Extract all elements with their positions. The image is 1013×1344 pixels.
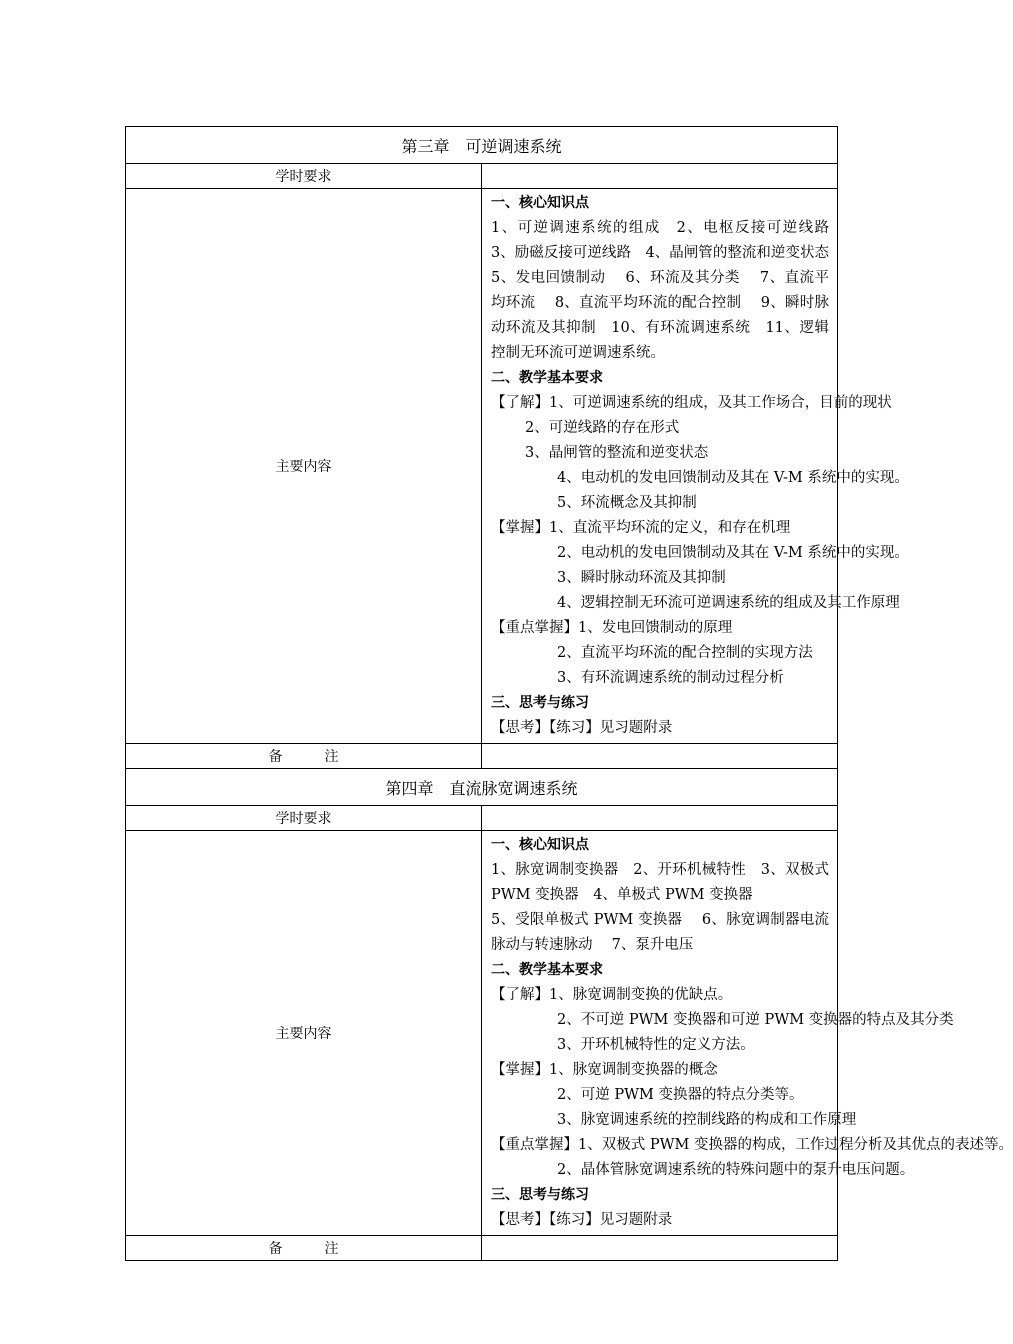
requirements-heading: 二、教学基本要求	[491, 962, 603, 978]
understand-line: 2、可逆线路的存在形式	[525, 420, 680, 436]
notes-label-b: 注	[324, 1241, 339, 1257]
exercise-text: 【思考】【练习】见习题附录	[491, 720, 673, 736]
notes-value	[482, 744, 838, 769]
hours-label: 学时要求	[126, 806, 482, 831]
notes-label-a: 备	[268, 1241, 283, 1257]
requirements-heading: 二、教学基本要求	[491, 370, 603, 386]
master-line: 2、电动机的发电回馈制动及其在 V-M 系统中的实现。	[557, 545, 909, 561]
chapter-title: 第三章 可逆调速系统	[126, 127, 838, 164]
exercise-text: 【思考】【练习】见习题附录	[491, 1212, 673, 1228]
core-points: 1、可逆调速系统的组成 2、电枢反接可逆线路 3、励磁反接可逆线路 4、晶闸管的整流和逆变状态 5、发电回馈制动 6、环流及其分类 7、直流平均环流 8、直流平均环流的配合控制 9、瞬时脉动环流及其抑制 10、有环流调速系统 11、逻辑控制无环流可逆调速系统。	[491, 220, 849, 361]
key-master-line: 【重点掌握】1、发电回馈制动的原理	[491, 620, 733, 636]
notes-value	[482, 1236, 838, 1261]
understand-line: 3、晶闸管的整流和逆变状态	[525, 445, 709, 461]
content-label: 主要内容	[126, 189, 482, 744]
master-line: 3、脉宽调速系统的控制线路的构成和工作原理	[557, 1112, 857, 1128]
understand-line: 4、电动机的发电回馈制动及其在 V-M 系统中的实现。	[557, 470, 909, 486]
chapter-title: 第四章 直流脉宽调速系统	[126, 769, 838, 806]
exercise-heading: 三、思考与练习	[491, 1187, 589, 1203]
hours-value	[482, 164, 838, 189]
syllabus-page	[125, 126, 1013, 1261]
master-line: 3、瞬时脉动环流及其抑制	[557, 570, 726, 586]
key-master-line: 2、晶体管脉宽调速系统的特殊问题中的泵升电压问题。	[557, 1162, 915, 1178]
master-line: 2、可逆 PWM 变换器的特点分类等。	[557, 1087, 804, 1103]
core-points: 5、受限单极式 PWM 变换器 6、脉宽调制器电流脉动与转速脉动 7、泵升电压	[491, 912, 829, 953]
exercise-heading: 三、思考与练习	[491, 695, 589, 711]
master-line: 【掌握】1、直流平均环流的定义，和存在机理	[491, 520, 791, 536]
key-master-line: 2、直流平均环流的配合控制的实现方法	[557, 645, 813, 661]
understand-line: 3、开环机械特性的定义方法。	[557, 1037, 755, 1053]
notes-label	[126, 744, 482, 769]
understand-line: 【了解】1、可逆调速系统的组成，及其工作场合，目前的现状	[491, 395, 892, 411]
understand-line: 【了解】1、脉宽调制变换的优缺点。	[491, 987, 733, 1003]
notes-label-b: 注	[324, 749, 339, 765]
syllabus-table	[125, 126, 1013, 1261]
master-line: 4、逻辑控制无环流可逆调速系统的组成及其工作原理	[557, 595, 900, 611]
understand-line: 5、环流概念及其抑制	[557, 495, 697, 511]
notes-label-a: 备	[268, 749, 283, 765]
core-points: 1、脉宽调制变换器 2、开环机械特性 3、双极式 PWM 变换器 4、单极式 PWM 变换器	[491, 862, 829, 903]
content-cell	[482, 831, 1013, 1236]
hours-value	[482, 806, 838, 831]
core-heading: 一、核心知识点	[491, 837, 589, 853]
hours-label: 学时要求	[126, 164, 482, 189]
content-label: 主要内容	[126, 831, 482, 1236]
understand-line: 2、不可逆 PWM 变换器和可逆 PWM 变换器的特点及其分类	[557, 1012, 954, 1028]
notes-label	[126, 1236, 482, 1261]
core-heading: 一、核心知识点	[491, 195, 589, 211]
content-cell	[482, 189, 909, 744]
master-line: 【掌握】1、脉宽调制变换器的概念	[491, 1062, 718, 1078]
key-master-line: 3、有环流调速系统的制动过程分析	[557, 670, 784, 686]
key-master-line: 【重点掌握】1、双极式 PWM 变换器的构成，工作过程分析及其优点的表述等。	[491, 1137, 1013, 1153]
